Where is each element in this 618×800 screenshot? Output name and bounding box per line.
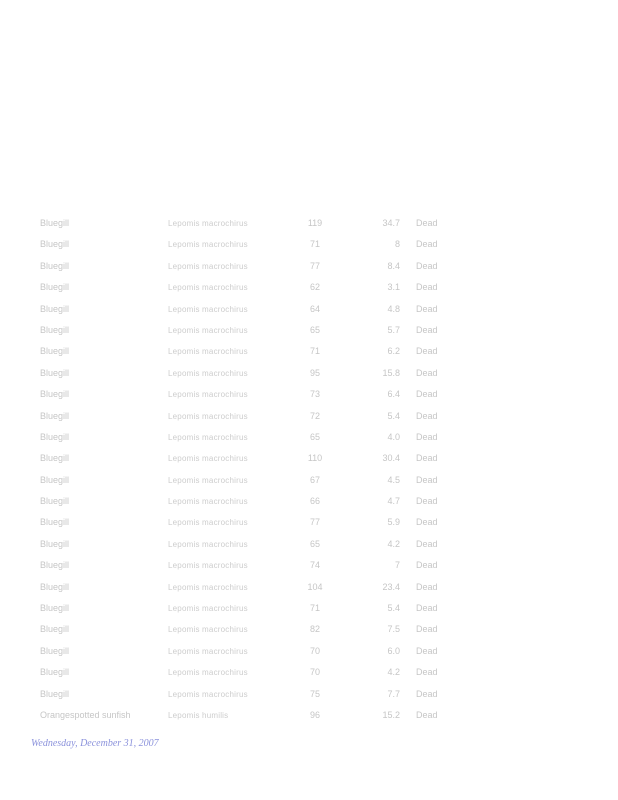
table-row — [0, 555, 618, 576]
weight-cell: 30.4 — [382, 453, 400, 464]
weight-cell: 6.2 — [387, 346, 400, 357]
common-name-cell: Bluegill — [40, 282, 70, 293]
status-cell: Dead — [416, 688, 438, 699]
common-name-cell: Bluegill — [40, 389, 70, 400]
status-cell: Dead — [416, 324, 438, 335]
length-cell: 65 — [309, 538, 320, 549]
weight-cell: 6.4 — [387, 389, 400, 400]
weight-cell: 5.7 — [387, 324, 400, 335]
scientific-name-cell: Lepomis macrochirus — [168, 646, 248, 656]
common-name-cell: Bluegill — [40, 474, 70, 485]
weight-cell: 4.2 — [387, 538, 400, 549]
table-row — [0, 427, 618, 448]
scientific-name-cell: Lepomis macrochirus — [168, 561, 248, 571]
table-row — [0, 256, 618, 277]
common-name-cell: Bluegill — [40, 324, 70, 335]
status-cell: Dead — [416, 389, 438, 400]
common-name-cell: Bluegill — [40, 239, 70, 250]
table-row — [0, 384, 618, 405]
status-cell: Dead — [416, 282, 438, 293]
length-cell: 104 — [307, 581, 323, 592]
scientific-name-cell: Lepomis macrochirus — [168, 347, 248, 357]
weight-cell: 15.8 — [382, 367, 400, 378]
scientific-name-cell: Lepomis macrochirus — [168, 368, 248, 378]
table-row — [0, 641, 618, 662]
table-row — [0, 577, 618, 598]
status-cell: Dead — [416, 709, 438, 720]
weight-cell: 4.0 — [387, 431, 400, 442]
common-name-cell: Bluegill — [40, 603, 70, 614]
weight-cell: 8.4 — [387, 260, 400, 271]
table-row — [0, 448, 618, 469]
scientific-name-cell: Lepomis humilis — [168, 710, 229, 720]
status-cell: Dead — [416, 645, 438, 656]
status-cell: Dead — [416, 367, 438, 378]
table-row — [0, 512, 618, 533]
weight-cell: 6.0 — [387, 645, 400, 656]
scientific-name-cell: Lepomis macrochirus — [168, 604, 248, 614]
scientific-name-cell: Lepomis macrochirus — [168, 304, 248, 314]
common-name-cell: Bluegill — [40, 346, 70, 357]
length-cell: 62 — [309, 282, 320, 293]
length-cell: 73 — [309, 389, 320, 400]
scientific-name-cell: Lepomis macrochirus — [168, 325, 248, 335]
weight-cell: 7 — [394, 560, 400, 571]
common-name-cell: Bluegill — [40, 218, 70, 228]
length-cell: 64 — [309, 303, 320, 314]
scientific-name-cell: Lepomis macrochirus — [168, 497, 248, 507]
common-name-cell: Bluegill — [40, 496, 70, 507]
common-name-cell: Bluegill — [40, 431, 70, 442]
table-row — [0, 705, 618, 726]
length-cell: 77 — [309, 260, 320, 271]
status-cell: Dead — [416, 624, 438, 635]
length-cell: 70 — [309, 667, 320, 678]
length-cell: 65 — [309, 324, 320, 335]
status-cell: Dead — [416, 431, 438, 442]
scientific-name-cell: Lepomis macrochirus — [168, 432, 248, 442]
weight-cell: 4.5 — [387, 474, 400, 485]
weight-cell: 4.7 — [387, 496, 400, 507]
common-name-cell: Bluegill — [40, 560, 70, 571]
scientific-name-cell: Lepomis macrochirus — [168, 283, 248, 293]
length-cell: 71 — [309, 603, 320, 614]
fish-data-table — [0, 213, 618, 726]
common-name-cell: Bluegill — [40, 303, 70, 314]
table-row — [0, 406, 618, 427]
weight-cell: 7.7 — [387, 688, 400, 699]
scientific-name-cell: Lepomis macrochirus — [168, 240, 248, 250]
status-cell: Dead — [416, 346, 438, 357]
common-name-cell: Bluegill — [40, 410, 70, 421]
weight-cell: 5.4 — [387, 410, 400, 421]
status-cell: Dead — [416, 538, 438, 549]
status-cell: Dead — [416, 581, 438, 592]
common-name-cell: Bluegill — [40, 538, 70, 549]
length-cell: 65 — [309, 431, 320, 442]
length-cell: 67 — [309, 474, 320, 485]
length-cell: 119 — [307, 218, 323, 228]
weight-cell: 7.5 — [387, 624, 400, 635]
length-cell: 82 — [309, 624, 320, 635]
table-row — [0, 213, 618, 234]
table-row — [0, 662, 618, 683]
length-cell: 110 — [307, 453, 323, 464]
common-name-cell: Bluegill — [40, 453, 70, 464]
weight-cell: 23.4 — [382, 581, 400, 592]
common-name-cell: Bluegill — [40, 624, 70, 635]
status-cell: Dead — [416, 260, 438, 271]
status-cell: Dead — [416, 453, 438, 464]
scientific-name-cell: Lepomis macrochirus — [168, 689, 248, 699]
footer-date: Wednesday, December 31, 2007 — [31, 738, 159, 749]
weight-cell: 8 — [394, 239, 400, 250]
status-cell: Dead — [416, 667, 438, 678]
common-name-cell: Bluegill — [40, 688, 70, 699]
table-row — [0, 299, 618, 320]
status-cell: Dead — [416, 603, 438, 614]
scientific-name-cell: Lepomis macrochirus — [168, 454, 248, 464]
common-name-cell: Bluegill — [40, 517, 70, 528]
table-row — [0, 363, 618, 384]
length-cell: 75 — [309, 688, 320, 699]
weight-cell: 34.7 — [382, 218, 400, 228]
common-name-cell: Bluegill — [40, 260, 70, 271]
length-cell: 74 — [309, 560, 320, 571]
length-cell: 95 — [309, 367, 320, 378]
weight-cell: 5.9 — [387, 517, 400, 528]
length-cell: 96 — [309, 709, 320, 720]
status-cell: Dead — [416, 239, 438, 250]
weight-cell: 4.8 — [387, 303, 400, 314]
status-cell: Dead — [416, 410, 438, 421]
weight-cell: 3.1 — [387, 282, 400, 293]
scientific-name-cell: Lepomis macrochirus — [168, 411, 248, 421]
table-row — [0, 491, 618, 512]
table-row — [0, 534, 618, 555]
table-row — [0, 277, 618, 298]
table-row — [0, 341, 618, 362]
weight-cell: 5.4 — [387, 603, 400, 614]
scientific-name-cell: Lepomis macrochirus — [168, 390, 248, 400]
scientific-name-cell: Lepomis macrochirus — [168, 625, 248, 635]
table-row — [0, 234, 618, 255]
status-cell: Dead — [416, 496, 438, 507]
scientific-name-cell: Lepomis macrochirus — [168, 668, 248, 678]
scientific-name-cell: Lepomis macrochirus — [168, 582, 248, 592]
weight-cell: 4.2 — [387, 667, 400, 678]
length-cell: 72 — [309, 410, 320, 421]
scientific-name-cell: Lepomis macrochirus — [168, 518, 248, 528]
table-row — [0, 598, 618, 619]
scientific-name-cell: Lepomis macrochirus — [168, 475, 248, 485]
scientific-name-cell: Lepomis macrochirus — [168, 539, 248, 549]
common-name-cell: Bluegill — [40, 581, 70, 592]
table-row — [0, 619, 618, 640]
length-cell: 71 — [309, 239, 320, 250]
status-cell: Dead — [416, 560, 438, 571]
weight-cell: 15.2 — [382, 709, 400, 720]
status-cell: Dead — [416, 218, 438, 228]
length-cell: 66 — [309, 496, 320, 507]
table-row — [0, 320, 618, 341]
length-cell: 71 — [309, 346, 320, 357]
table-row — [0, 470, 618, 491]
common-name-cell: Bluegill — [40, 645, 70, 656]
scientific-name-cell: Lepomis macrochirus — [168, 261, 248, 271]
status-cell: Dead — [416, 517, 438, 528]
common-name-cell: Bluegill — [40, 667, 70, 678]
length-cell: 77 — [309, 517, 320, 528]
status-cell: Dead — [416, 303, 438, 314]
status-cell: Dead — [416, 474, 438, 485]
table-row — [0, 684, 618, 705]
length-cell: 70 — [309, 645, 320, 656]
common-name-cell: Orangespotted sunfish — [40, 709, 131, 720]
scientific-name-cell: Lepomis macrochirus — [168, 219, 248, 228]
common-name-cell: Bluegill — [40, 367, 70, 378]
